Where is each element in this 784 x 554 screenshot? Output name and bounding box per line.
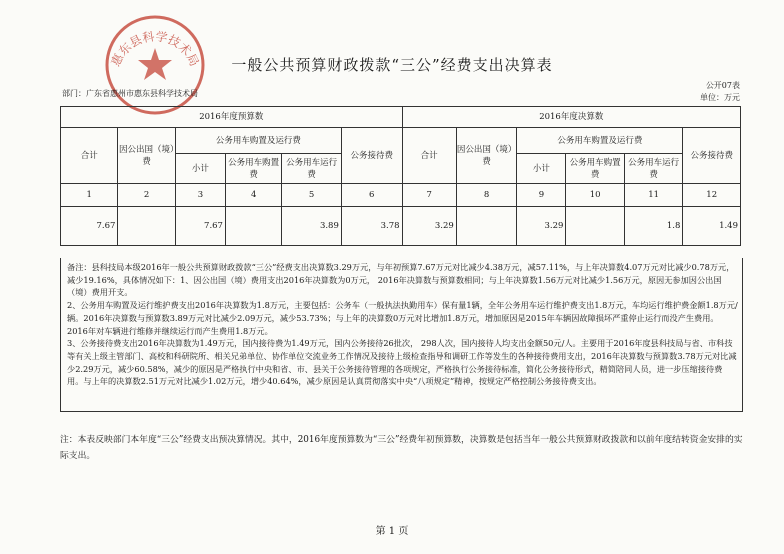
col-number: 8 (456, 184, 517, 207)
budget-purchase-header: 公务用车购置费 (225, 154, 281, 184)
remark-paragraph: 2、公务用车购置及运行维护费支出2016年决算数为1.8万元，主要包括：公务车（一般执法执勤用车）保有量1辆，全年公务用车运行维护费支出1.8万元，车均运行维护费金额1.8万元/辆。2016年决算数与预算数3.89万元对比减少2.09万元，减少53.73%；与上年的决算数0万元对比增加1.8万元，增加原因是2015年车辆因故障损坏严重停止运行而没产生费用。2016年对车辆进行维修并继续运行而产生费用1.8万元。 (67, 300, 738, 336)
col-number: 1 (61, 184, 118, 207)
remark-paragraph: 备注：县科技局本级2016年一般公共预算财政拨款“三公”经费支出决算数3.29万元，与年初预算7.67万元对比减少4.38万元，减57.11%，与上年决算数4.07万元对比减少0.78万元，减少19.16%，具体情况如下：1、因公出国（境）费用支出2016年决算数为0万元， 2016年决算数与预算数相同；与上年决算数1.56万元对比减少1.56万元，原因无参加因公出国（境）费用开支。 (67, 262, 735, 298)
footnote (60, 432, 746, 464)
col-number: 6 (341, 184, 402, 207)
final-total-header: 合计 (402, 128, 456, 184)
col-number: 9 (517, 184, 566, 207)
page-number: 第 1 页 (375, 526, 409, 537)
final-reception-header: 公务接待费 (683, 128, 741, 184)
unit-label: 单位：万元 (700, 93, 740, 102)
col-number: 11 (624, 184, 682, 207)
budget-group-header: 2016年度预算数 (61, 107, 403, 128)
value-cell: 1.49 (683, 207, 741, 246)
footnote-text: 注：本表反映部门本年度“三公”经费支出预决算情况。其中，2016年度预算数为“三公”经费年初预算数，决算数是包括当年一般公共预算财政拨款和以前年度结转资金安排的实际支出。 (60, 435, 743, 461)
final-abroad-header: 因公出国（境）费 (456, 128, 517, 184)
value-cell: 7.67 (61, 207, 118, 246)
final-vehicle-header: 公务用车购置及运行费 (517, 128, 683, 154)
col-number: 7 (402, 184, 456, 207)
col-number: 3 (175, 184, 225, 207)
department-label: 部门：广东省惠州市惠东县科学技术局 (62, 89, 198, 98)
budget-operation-header: 公务用车运行费 (282, 154, 342, 184)
budget-subtotal-header: 小计 (175, 154, 225, 184)
final-subtotal-header: 小计 (517, 154, 566, 184)
value-cell (456, 207, 517, 246)
value-cell: 3.29 (402, 207, 456, 246)
value-cell: 3.89 (282, 207, 342, 246)
col-number: 2 (118, 184, 175, 207)
value-cell: 3.29 (517, 207, 566, 246)
col-number: 5 (282, 184, 342, 207)
budget-abroad-header: 因公出国（境）费 (118, 128, 175, 184)
value-cell: 3.78 (341, 207, 402, 246)
budget-total-header: 合计 (61, 128, 118, 184)
value-cell (118, 207, 175, 246)
remarks-box (60, 258, 743, 412)
value-cell (566, 207, 624, 246)
final-operation-header: 公务用车运行费 (624, 154, 682, 184)
page-title: 一般公共预算财政拨款“三公”经费支出决算表 (231, 56, 553, 74)
value-cell: 7.67 (175, 207, 225, 246)
budget-reception-header: 公务接待费 (341, 128, 402, 184)
final-purchase-header: 公务用车购置费 (566, 154, 624, 184)
value-cell: 1.8 (624, 207, 682, 246)
svg-text:惠东县科学技术局: 惠东县科学技术局 (108, 29, 202, 69)
budget-vehicle-header: 公务用车购置及运行费 (175, 128, 341, 154)
final-group-header: 2016年度决算数 (402, 107, 740, 128)
col-number: 4 (225, 184, 281, 207)
value-cell (225, 207, 281, 246)
expenditure-table (60, 106, 741, 246)
col-number: 12 (683, 184, 741, 207)
remark-paragraph: 3、公务接待费支出2016年决算数为1.49万元，国内接待费为1.49万元，国内公务接待26批次， 298人次，国内接待人均支出金额50元/人。主要用于2016年度县科技局与省、市科技等有关上级主管部门、高校和科研院所、相关兄弟单位、协作单位交流业务工作情况及接待上级检查指导和调研工作等发生的各种接待费用支出，2016年决算数与预算数3.78万元对比减少2.29万元，减少60.58%，减少的原因是严格执行中央和省、市、县关于公务接待管理的各项规定，严格执行公务接待标准，简化公务接待形式，精简陪同人员，进一步压缩接待费用。与上年的决算数2.51万元对比减少1.02万元，增少40.64%，减少原因是认真贯彻落实中央“八项规定”精神，按规定严格控制公务接待费支出。 (67, 338, 737, 387)
col-number: 10 (566, 184, 624, 207)
table-code: 公开07表 (705, 81, 740, 90)
